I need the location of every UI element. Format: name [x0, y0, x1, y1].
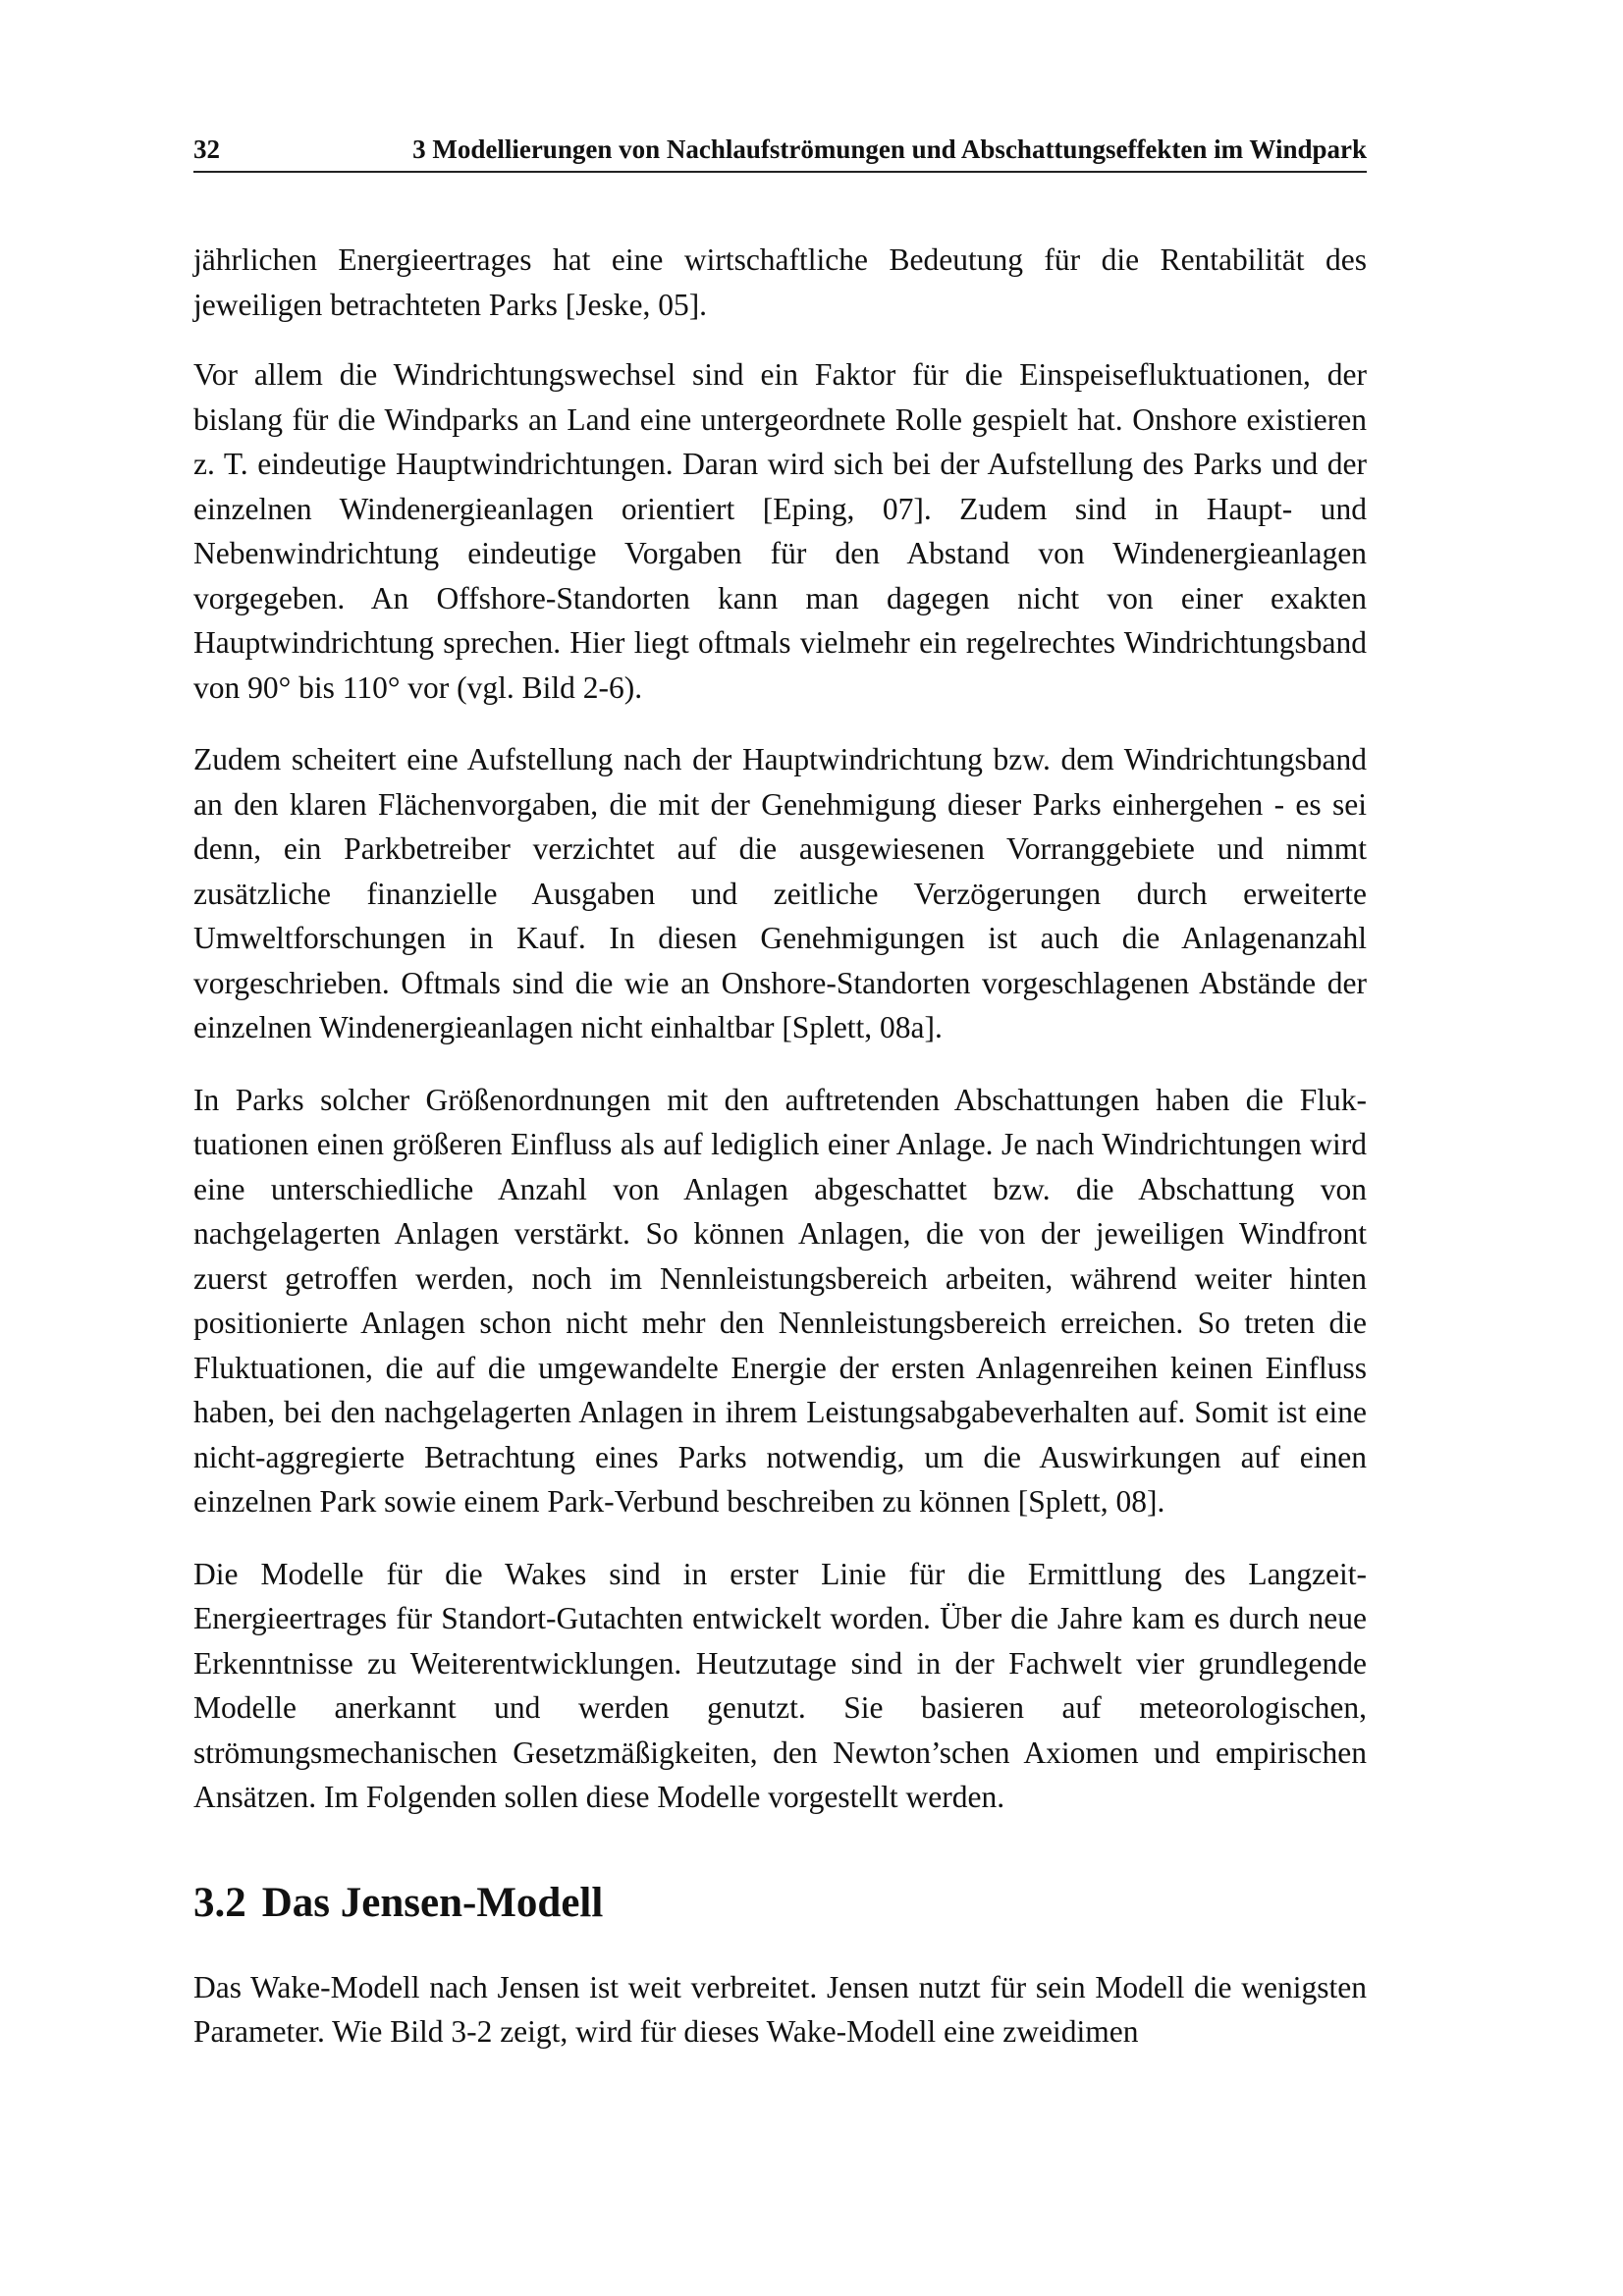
page-number: 32	[193, 134, 220, 164]
body-text	[193, 238, 1367, 2082]
section-paragraph-1: Das Wake-Modell nach Jensen ist weit verbreitet. Jensen nutzt für sein Modell die wenigsten Parameter. Wie Bild 3-2 zeigt, wird für dieses Wake-Modell eine zweidimen	[193, 1969, 1367, 2049]
paragraph-3: Zudem scheitert eine Aufstellung nach der Hauptwindrichtung bzw. dem Windrichtungsband an den klaren Flächenvorgaben, die mit der Genehmigung dieser Parks einhergehen - es sei denn, ein Parkbetreiber verzichtet auf die ausgewiesenen Vorranggebiete und nimmt zusätzliche finanzielle Ausgaben und zeitliche Verzögerungen durch erweiterte Umweltforschungen in Kauf. In diesen Genehmigungen ist auch die Anlagenanzahl vorgeschrieben. Oftmals sind die wie an Onshore-Standorten vorgeschlagenen Abstände der einzelnen Windenergieanlagen nicht einhaltbar [Splett, 08a].	[193, 742, 1367, 1044]
paragraph-4: In Parks solcher Größenordnungen mit den auftretenden Abschattungen haben die Fluktuationen einen größeren Einfluss als auf lediglich einer Anlage. Je nach Windrichtungen wird eine unterschiedliche Anzahl von Anlagen abgeschattet bzw. die Abschattung von nachgelagerten Anlagen verstärkt. So können Anlagen, die von der jeweiligen Windfront zuerst getroffen werden, noch im Nennleistungsbereich arbeiten, während weiter hinten positionierte Anlagen schon nicht mehr den Nennleistungsbereich erreichen. So treten die Fluktuationen, die auf die umgewandelte Energie der ersten Anlagenreihen keinen Einfluss haben, bei den nachgelagerten Anlagen in ihrem Leistungsabgabeverhalten auf. Somit ist eine nicht-aggregierte Betrachtung eines Parks notwendig, um die Auswirkungen auf einen einzelnen Park sowie einem Park-Verbund beschreiben zu können [Splett, 08].	[193, 1082, 1367, 1519]
section-heading	[193, 1879, 1367, 1928]
page-header	[193, 133, 1367, 173]
section-title: Das Jensen-Modell	[261, 1879, 604, 1926]
paragraph-5: Die Modelle für die Wakes sind in erster Linie für die Ermittlung des Langzeit-Energieertrages für Standort-Gutachten entwickelt worden. Über die Jahre kam es durch neue Erkenntnisse zu Weiterentwicklungen. Heutzutage sind in der Fachwelt vier grundlegende Modelle anerkannt und werden genutzt. Sie basieren auf meteorologischen, strömungsmechanischen Gesetzmäßigkeiten, den Newton’schen Axiomen und empirischen Ansätzen. Im Folgenden sollen diese Modelle vorgestellt werden.	[193, 1556, 1367, 1814]
paragraph-2: Vor allem die Windrichtungswechsel sind ein Faktor für die Einspeisefluktuationen, der bislang für die Windparks an Land eine untergeordnete Rolle gespielt hat. Onshore existieren z. T. eindeutige Hauptwindrichtungen. Daran wird sich bei der Aufstellung des Parks und der einzelnen Windenergieanlagen orientiert [Eping, 07]. Zudem sind in Haupt- und Nebenwindrichtung eindeutige Vorgaben für den Abstand von Windenergieanlagen vorgegeben. An Offshore-Standorten kann man dagegen nicht von einer exakten Hauptwindrichtung sprechen. Hier liegt oftmals vielmehr ein regelrechtes Windrichtungsband von 90° bis 110° vor (vgl. Bild 2-6).	[193, 357, 1367, 705]
paragraph-1: jährlichen Energieertrages hat eine wirtschaftliche Bedeutung für die Rentabilität des jeweiligen betrachteten Parks [Jeske, 05].	[193, 242, 1367, 322]
section-number: 3.2	[193, 1879, 246, 1926]
running-title: 3 Modellierungen von Nachlaufströmungen und Abschattungseffekten im Windpark	[412, 134, 1367, 164]
